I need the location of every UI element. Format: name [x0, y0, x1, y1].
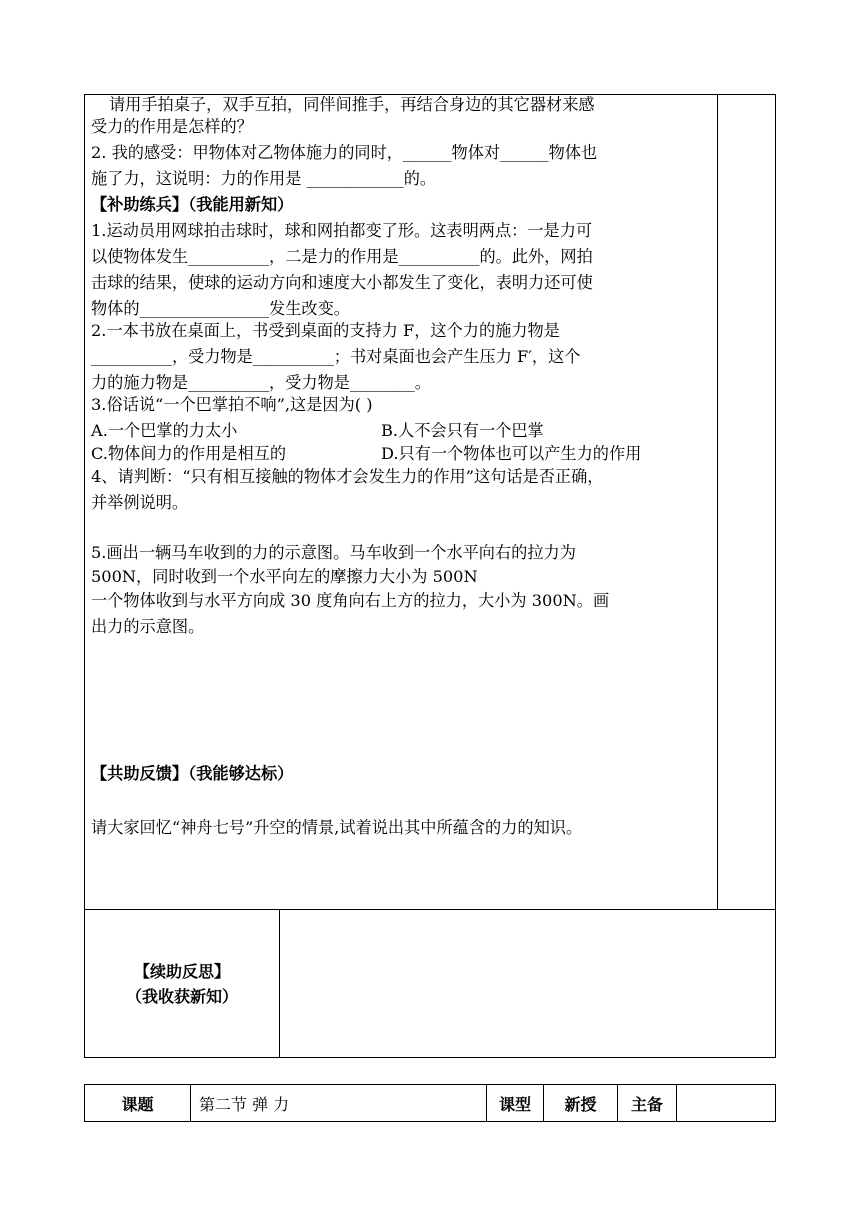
question-3-option-b: B.人不会只有一个巴掌 [381, 421, 544, 440]
question-3-option-c: C.物体间力的作用是相互的 [91, 444, 287, 463]
feedback-heading: 【共助反馈】（我能够达标） [91, 764, 294, 783]
question-2-line-1: 2.一本书放在桌面上，书受到桌面的支持力 F，这个力的施力物是 [91, 321, 560, 340]
question-5-line-4: 出力的示意图。 [91, 617, 205, 636]
question-3-line-1: 3.俗话说“一个巴掌拍不响”,这是因为( ) [91, 395, 373, 414]
type-label: 课型 [487, 1085, 544, 1121]
host-value [677, 1085, 775, 1121]
reflection-label-line-2: （我收获新知） [125, 986, 238, 1006]
question-1-line-3: 击球的结果，使球的运动方向和速度大小都发生了变化，表明力还可使 [91, 273, 593, 292]
question-1-line-1: 1.运动员用网球拍击球时，球和网拍都变了形。这表明两点：一是力可 [91, 221, 593, 240]
lesson-header-table [84, 1084, 776, 1122]
question-5-line-2: 500N，同时收到一个水平向左的摩擦力大小为 500N [91, 567, 478, 586]
question-5-line-1: 5.画出一辆马车收到的力的示意图。马车收到一个水平向右的拉力为 [91, 543, 576, 562]
practice-heading: 【补助练兵】（我能用新知） [91, 195, 294, 214]
lesson-table [84, 94, 776, 1058]
content-cell [85, 95, 718, 909]
question-4-line-1: 4、请判断：“只有相互接触的物体才会发生力的作用”这句话是否正确， [91, 467, 604, 486]
type-value: 新授 [544, 1085, 618, 1121]
host-label: 主备 [618, 1085, 677, 1121]
question-1-line-2: 以使物体发生__________，二是力的作用是__________的。此外，网拍 [91, 247, 593, 266]
topic-value: 第二节 弹 力 [191, 1085, 487, 1121]
reflection-label-line-1: 【续助反思】 [133, 961, 230, 981]
question-5-line-3: 一个物体收到与水平方向成 30 度角向右上方的拉力，大小为 300N。画 [91, 591, 610, 610]
intro-line-2: 受力的作用是怎样的？ [91, 117, 253, 136]
question-2-line-3: 力的施力物是__________，受力物是________。 [91, 373, 431, 392]
notes-cell [718, 95, 775, 909]
feedback-line-1: 请大家回忆“神舟七号”升空的情景,试着说出其中所蕴含的力的知识。 [91, 818, 583, 837]
question-2-line-2: __________，受力物是__________；书对桌面也会产生压力 F′，这个 [91, 347, 581, 366]
reflection-label-cell [85, 910, 280, 1057]
topic-label: 课题 [85, 1085, 191, 1121]
feeling-line-1: 2. 我的感受：甲物体对乙物体施力的同时，______物体对______物体也 [91, 143, 598, 162]
feeling-line-2: 施了力，这说明：力的作用是 ____________的。 [91, 169, 437, 188]
reflection-answer-cell [280, 910, 775, 1057]
question-4-line-2: 并举例说明。 [91, 493, 189, 512]
intro-line-1: 请用手拍桌子，双手互拍，同伴间推手，再结合身边的其它器材来感 [109, 95, 595, 114]
question-3-option-a: A.一个巴掌的力太小 [91, 421, 238, 440]
question-3-option-d: D.只有一个物体也可以产生力的作用 [381, 444, 642, 463]
question-1-line-4: 物体的________________发生改变。 [91, 299, 350, 318]
